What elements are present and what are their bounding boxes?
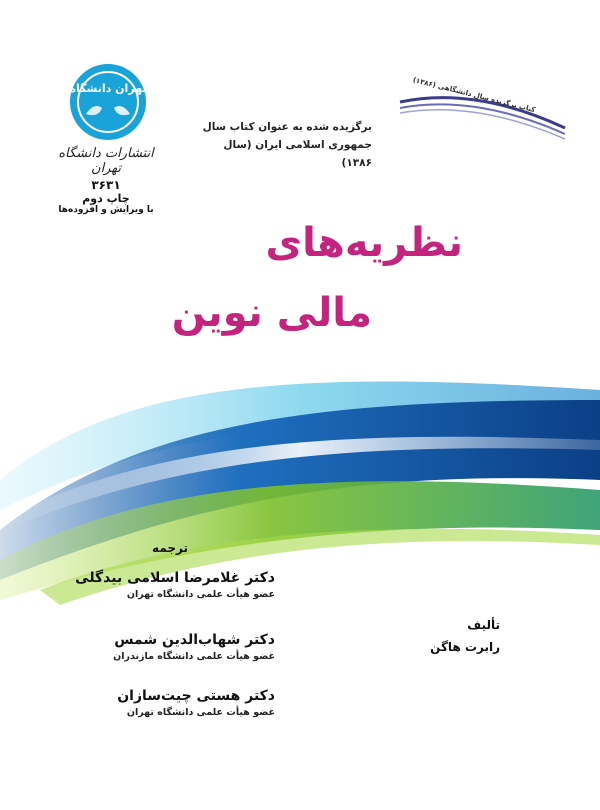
publisher-number: ۳۶۳۱ [91, 178, 121, 192]
translator-name: دکتر هستی چیت‌سازان [117, 688, 275, 704]
book-title-line-1: نظریه‌های [265, 220, 463, 266]
university-seal-icon [68, 62, 148, 142]
edition: چاپ دوم [82, 192, 130, 205]
award-line-2: جمهوری اسلامی ایران (سال ۱۳۸۶) [223, 139, 372, 169]
translator-name: دکتر غلامرضا اسلامی بیدگلی [75, 570, 275, 586]
award-text [200, 118, 372, 172]
author-label: تألیف [467, 618, 500, 632]
logo-text: تهران دانشگاه [69, 82, 147, 95]
translator-3 [117, 688, 275, 718]
translator-affiliation: عضو هیأت علمی دانشگاه تهران [126, 589, 275, 600]
translation-label: ترجمه [152, 541, 188, 555]
revision-note: با ویرایش و افزوده‌ها [58, 205, 154, 215]
book-title-line-2: مالی نوین [171, 290, 372, 336]
translator-affiliation: عضو هیأت علمی دانشگاه مازندران [113, 651, 275, 662]
translator-name: دکتر شهاب‌الدین شمس [114, 632, 275, 648]
publisher-name: انتشارات دانشگاه تهران [58, 146, 154, 176]
publisher-block [50, 146, 162, 215]
translator-1 [75, 570, 275, 600]
award-ribbon-text: کتاب برگزیده سال دانشگاهی (۱۳۸۶) [411, 75, 537, 115]
author-block [430, 618, 500, 654]
translator-affiliation: عضو هیأت علمی دانشگاه تهران [126, 707, 275, 718]
translator-2 [113, 632, 275, 662]
award-line-1: برگزیده شده به عنوان کتاب سال [202, 121, 372, 133]
author-name: رابرت هاگن [430, 640, 500, 654]
